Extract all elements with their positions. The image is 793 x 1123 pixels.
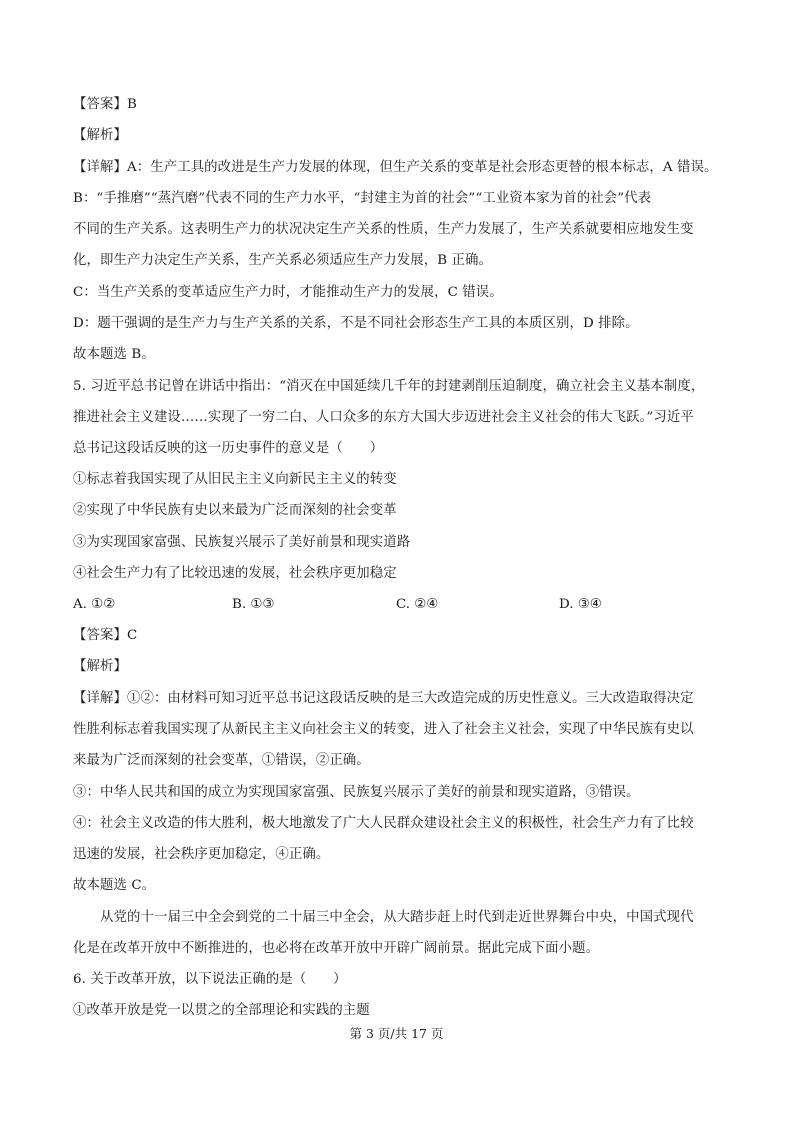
option-d: D. ③④ (559, 597, 602, 612)
page-number-footer: 第 3 页/共 17 页 (349, 1026, 444, 1041)
explanation-line: D：题干强调的是生产力与生产关系的关系，不是不同社会形态生产工具的本质区别，D 排除。 (73, 316, 639, 331)
question-stem-line: 6. 关于改革开放，以下说法正确的是（ ） (73, 972, 347, 987)
explanation-line: 来最为广泛而深刻的社会变革，①错误，②正确。 (73, 753, 370, 768)
passage-line: 化是在改革开放中不断推进的，也必将在改革开放中开辟广阔前景。据此完成下面小题。 (73, 941, 600, 956)
explanation-line: 【详解】A：生产工具的改进是生产力发展的体现，但生产关系的变革是社会形态更替的根本标志，A 错误。 (73, 160, 718, 175)
statement-item: ①改革开放是党一以贯之的全部理论和实践的主题 (73, 1003, 370, 1018)
statement-item: ①标志着我国实现了从旧民主主义向新民主主义的转变 (73, 472, 397, 487)
analysis-label: 【解析】 (73, 128, 127, 143)
conclusion-line: 故本题选 C。 (73, 878, 156, 893)
statement-item: ②实现了中华民族有史以来最为广泛而深刻的社会变革 (73, 503, 397, 518)
explanation-line: ③：中华人民共和国的成立为实现国家富强、民族复兴展示了美好的前景和现实道路，③错误。 (73, 785, 640, 800)
explanation-line: 性胜利标志着我国实现了从新民主主义向社会主义的转变，进入了社会主义社会，实现了中华民族有史以 (73, 722, 694, 737)
option-a: A. ①② (73, 597, 116, 612)
option-c: C. ②④ (396, 597, 439, 612)
statement-item: ④社会生产力有了比较迅速的发展，社会秩序更加稳定 (73, 566, 397, 581)
explanation-line: 迅速的发展，社会秩序更加稳定，④正确。 (73, 847, 330, 862)
explanation-line: ④：社会主义改造的伟大胜利，极大地激发了广大人民群众建设社会主义的积极性，社会生产力有了比较 (73, 816, 694, 831)
passage-line: 从党的十一届三中全会到党的二十届三中全会，从大踏步赶上时代到走近世界舞台中央，中国式现代 (100, 910, 694, 925)
question-stem-line: 总书记这段话反映的这一历史事件的意义是（ ） (73, 441, 384, 456)
explanation-line: 不同的生产关系。这表明生产力的状况决定生产关系的性质，生产力发展了，生产关系就要相应地发生变 (73, 222, 694, 237)
question-stem-line: 推进社会主义建设……实现了一穷二白、人口众多的东方大国大步迈进社会主义社会的伟大飞跃。”习近平 (73, 410, 694, 425)
explanation-line: C：当生产关系的变革适应生产力时，才能推动生产力的发展，C 错误。 (73, 285, 503, 300)
explanation-line: 化，即生产力决定生产关系，生产关系必须适应生产力发展，B 正确。 (73, 253, 493, 268)
answer-label: 【答案】B (73, 97, 137, 112)
explanation-line: B：“手推磨”“蒸汽磨”代表不同的生产力水平，“封建主为首的社会”“工业资本家为首的社会”代表 (73, 191, 652, 206)
statement-item: ③为实现国家富强、民族复兴展示了美好前景和现实道路 (73, 535, 411, 550)
option-b: B. ①③ (232, 597, 275, 612)
answer-label: 【答案】C (73, 628, 138, 643)
question-stem-line: 5. 习近平总书记曾在讲话中指出：“消灭在中国延续几千年的封建剥削压迫制度，确立社会主义基本制度， (73, 379, 705, 394)
analysis-label: 【解析】 (73, 659, 127, 674)
explanation-line: 【详解】①②：由材料可知习近平总书记这段话反映的是三大改造完成的历史性意义。三大改造取得决定 (73, 691, 694, 706)
conclusion-line: 故本题选 B。 (73, 347, 155, 362)
